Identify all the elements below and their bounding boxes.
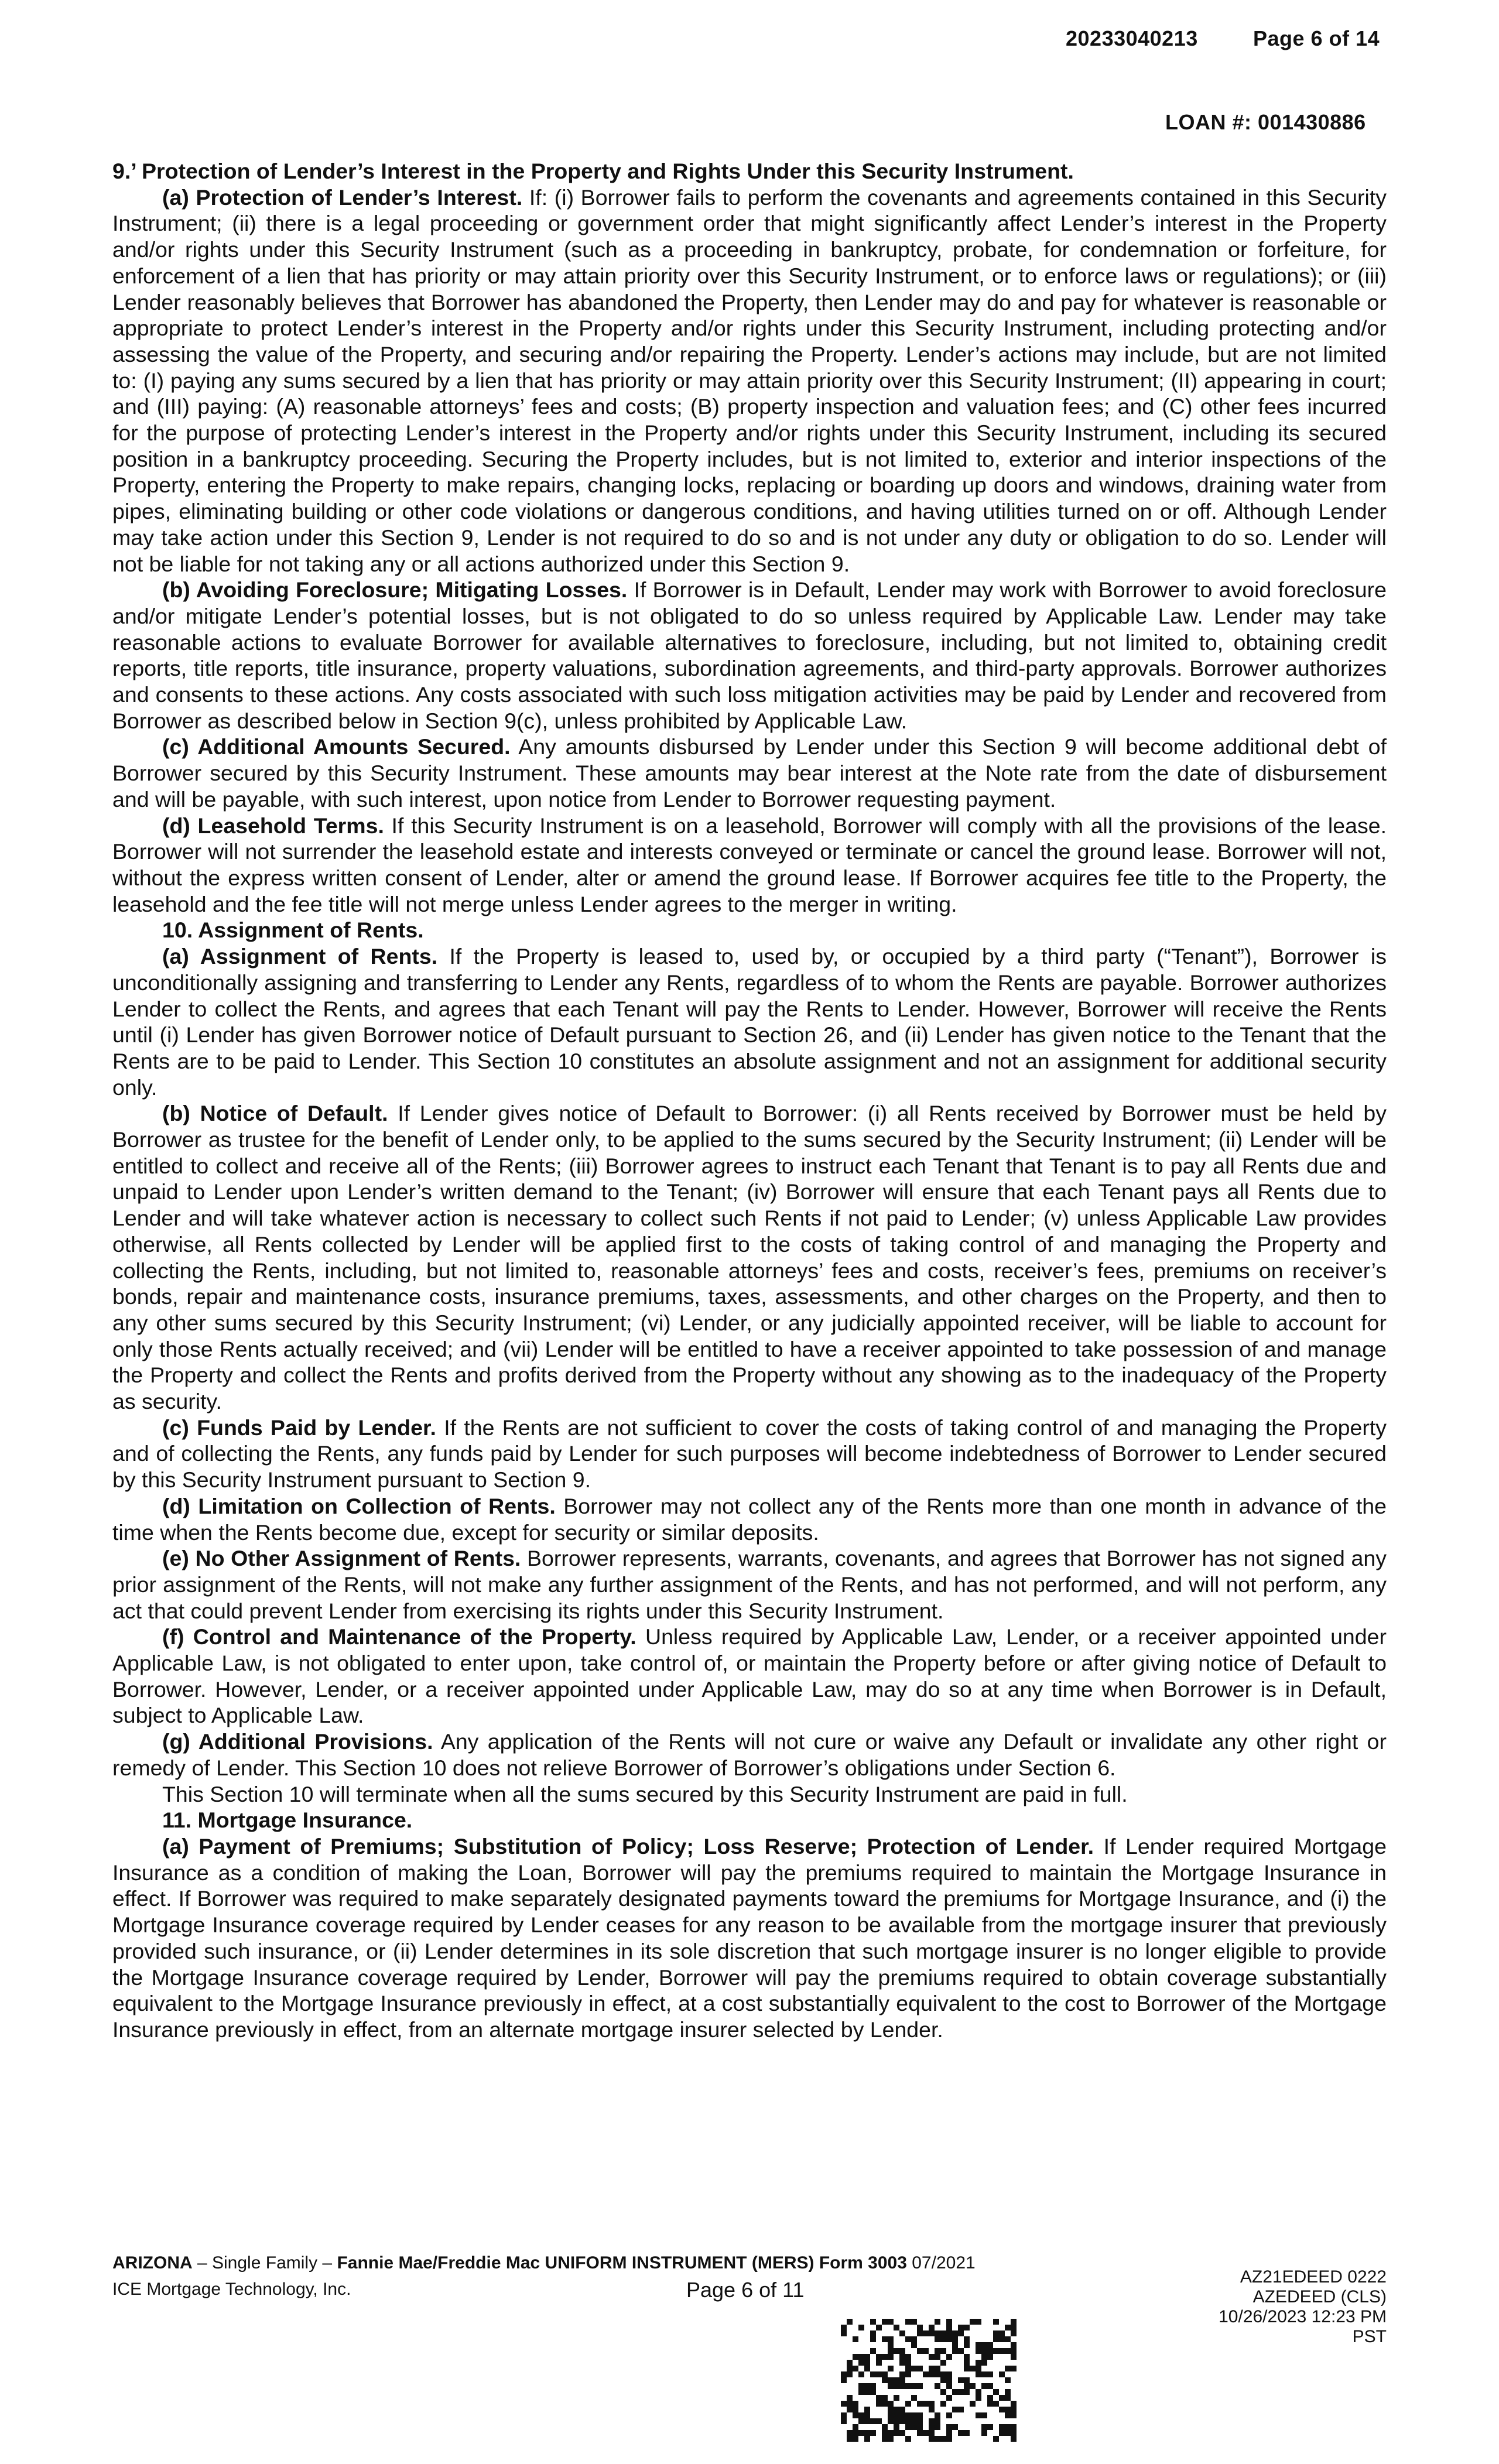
section-10g	[112, 1729, 1387, 1781]
footer-state: ARIZONA	[112, 2253, 193, 2273]
section-heading: 11. Mortgage Insurance.	[162, 1808, 413, 1833]
section-heading: (b) Notice of Default.	[162, 1101, 388, 1126]
section-text: If the Rents are not sufficient to cover the costs of taking control of and managing the Property and of collecting the Rents, any funds paid by Lender for such purposes will become indebtedness of Borrower to Lender secured by this Security Instrument pursuant to Section 9.	[112, 1415, 1387, 1493]
section-text: If Lender gives notice of Default to Borrower: (i) all Rents received by Borrower must be held by Borrower as trustee for the benefit of Lender only, to be applied to the sums secured by the Security Instrument; (ii) Lender will be entitled to collect and receive all of the Rents; (iii) Borrower agrees to instruct each Tenant that Tenant is to pay all Rents due and unpaid to Lender upon Lender’s written demand to the Tenant; (iv) Borrower will ensure that each Tenant pays all Rents due to Lender and will take whatever action is necessary to collect such Rents if not paid to Lender; (v) unless Applicable Law provides otherwise, all Rents collected by Lender will be applied first to the costs of taking control of and managing the Property and collecting the Rents, including, but not limited to, reasonable attorneys’ fees and costs, receiver’s fees, premiums on receiver’s bonds, repair and maintenance costs, insurance premiums, taxes, assessments, and other charges on the Property, and then to any other sums secured by this Security Instrument; (vi) Lender, or any judicially appointed receiver, will be liable to account for only those Rents actually received; and (vii) Lender will be entitled to have a receiver appointed to take possession of and manage the Property and collect the Rents and profits derived from the Property without any showing as to the inadequacy of the Property as security.	[112, 1101, 1387, 1414]
section-heading: 10. Assignment of Rents.	[162, 918, 424, 943]
section-10-termination	[112, 1781, 1387, 1808]
section-text: Any application of the Rents will not cure or waive any Default or invalidate any other right or remedy of Lender. This Section 10 does not relieve Borrower of Borrower’s obligations under Section 6.	[112, 1729, 1387, 1780]
section-text: If Borrower is in Default, Lender may work with Borrower to avoid foreclosure and/or mitigate Lender’s potential losses, but is not obligated to do so unless required by Applicable Law. Lender may take reasonable actions to evaluate Borrower for available alternatives to foreclosure, including, but not limited to, obtaining credit reports, title reports, title insurance, property valuations, subordination agreements, and third-party approvals. Borrower authorizes and consents to these actions. Any costs associated with such loss mitigation activities may be paid by Lender and recovered from Borrower as described below in Section 9(c), unless prohibited by Applicable Law.	[112, 577, 1387, 733]
footer-form-date: 07/2021	[906, 2253, 976, 2273]
footer-datetime: 10/26/2023 12:23 PM PST	[1219, 2307, 1387, 2346]
section-10e	[112, 1545, 1387, 1624]
section-9b	[112, 577, 1387, 734]
section-9c	[112, 734, 1387, 812]
recording-number: 20233040213	[1066, 26, 1198, 50]
section-heading: (f) Control and Maintenance of the Property.	[162, 1624, 636, 1649]
footer-form-bold: Fannie Mae/Freddie Mac UNIFORM INSTRUMENT (MERS) Form 3003	[337, 2253, 907, 2273]
section-text: If: (i) Borrower fails to perform the covenants and agreements contained in this Security Instrument; (ii) there is a legal proceeding or government order that might significantly affect Lender’s interest in the Property and/or rights under this Security Instrument (such as a proceeding in bankruptcy, probate, for condemnation or forfeiture, for enforcement of a lien that has priority or may attain priority over this Security Instrument, or to enforce laws or regulations); or (iii) Lender reasonably believes that Borrower has abandoned the Property, then Lender may do and pay for whatever is reasonable or appropriate to protect Lender’s interest in the Property and/or rights under this Security Instrument, including protecting and/or assessing the value of the Property, and securing and/or repairing the Property. Lender’s actions may include, but are not limited to: (I) paying any sums secured by a lien that has priority or may attain priority over this Security Instrument; (II) appearing in court; and (III) paying: (A) reasonable attorneys’ fees and costs; (B) property inspection and valuation fees; and (C) other fees incurred for the purpose of protecting Lender’s interest in the Property and/or rights under this Security Instrument, including its secured position in a bankruptcy proceeding. Securing the Property includes, but is not limited to, exterior and interior inspections of the Property, entering the Property to make repairs, changing locks, replacing or boarding up doors and windows, draining water from pipes, eliminating building or other code violations or dangerous conditions, and having utilities turned on or off. Although Lender may take action under this Section 9, Lender is not required to do so and is not under any duty or obligation to do so. Lender will not be liable for not taking any or all actions authorized under this Section 9.	[112, 184, 1387, 576]
recorded-page-label: Page 6 of 14	[1253, 26, 1380, 50]
section-heading: (a) Assignment of Rents.	[162, 944, 438, 969]
loan-number: LOAN #: 001430886	[1165, 110, 1366, 134]
section-heading: (d) Limitation on Collection of Rents.	[162, 1493, 556, 1518]
section-text: Any amounts disbursed by Lender under this Section 9 will become additional debt of Borrower secured by this Security Instrument. These amounts may bear interest at the Note rate from the date of disbursement and will be payable, with such interest, upon notice from Lender to Borrower requesting payment.	[112, 734, 1387, 812]
footer-code-1: AZ21EDEED 0222	[1240, 2267, 1387, 2287]
section-heading: (g) Additional Provisions.	[162, 1729, 433, 1754]
footer-code-2: AZEDEED (CLS)	[1252, 2287, 1387, 2306]
section-text: If Lender required Mortgage Insurance as a condition of making the Loan, Borrower will pay the premiums required to maintain the Mortgage Insurance in effect. If Borrower was required to make separately designated payments toward the premiums for Mortgage Insurance, and (i) the Mortgage Insurance coverage required by Lender ceases for any reason to be available from the mortgage insurer that previously provided such insurance, or (ii) Lender determines in its sole discretion that such mortgage insurer is no longer eligible to provide the Mortgage Insurance coverage required by Lender, Borrower will pay the premiums required to obtain coverage substantially equivalent to the Mortgage Insurance previously in effect, at a cost substantially equivalent to the cost to Borrower of the Mortgage Insurance previously in effect, from an alternate mortgage insurer selected by Lender.	[112, 1834, 1387, 2042]
section-9a	[112, 184, 1387, 577]
section-heading: 9.’ Protection of Lender’s Interest in the Property and Rights Under this Security Instrument.	[112, 159, 1074, 183]
section-text: If the Property is leased to, used by, or occupied by a third party (“Tenant”), Borrower is unconditionally assigning and transferring to Lender any Rents, regardless of to whom the Rents are payable. Borrower authorizes Lender to collect the Rents, and agrees that each Tenant will pay the Rents to Lender. However, Borrower will receive the Rents until (i) Lender has given Borrower notice of Default pursuant to Section 26, and (ii) Lender has given notice to the Tenant that the Rents are to be paid to Lender. This Section 10 constitutes an absolute assignment and not an assignment for additional security only.	[112, 944, 1387, 1100]
section-10d	[112, 1493, 1387, 1545]
section-text: If this Security Instrument is on a leasehold, Borrower will comply with all the provisions of the lease. Borrower will not surrender the leasehold estate and interests conveyed or terminate or cancel the ground lease. Borrower will not, without the express written consent of Lender, alter or amend the ground lease. If Borrower acquires fee title to the Property, the leasehold and the fee title will not merge unless Lender agrees to the merger in writing.	[112, 813, 1387, 916]
section-heading: (b) Avoiding Foreclosure; Mitigating Losses.	[162, 577, 628, 603]
section-text: Borrower may not collect any of the Rents more than one month in advance of the time when the Rents become due, except for security or similar deposits.	[112, 1493, 1387, 1545]
footer-form-plain: – Single Family –	[192, 2253, 337, 2273]
section-9d	[112, 813, 1387, 918]
section-10c	[112, 1415, 1387, 1493]
barcode-icon	[841, 2319, 1017, 2445]
section-heading: (d) Leasehold Terms.	[162, 813, 384, 838]
section-10a	[112, 943, 1387, 1100]
section-10-title	[112, 917, 1387, 943]
section-10f	[112, 1624, 1387, 1729]
section-11a	[112, 1833, 1387, 2043]
section-text: Borrower represents, warrants, covenants, and agrees that Borrower has not signed any prior assignment of the Rents, will not make any further assignment of the Rents, and has not performed, and will not perform, any act that could prevent Lender from exercising its rights under this Security Instrument.	[112, 1546, 1387, 1623]
section-11-title	[112, 1807, 1387, 1833]
section-text: This Section 10 will terminate when all the sums secured by this Security Instrument are paid in full.	[162, 1781, 1128, 1806]
section-heading: (a) Payment of Premiums; Substitution of Policy; Loss Reserve; Protection of Lender.	[162, 1834, 1094, 1859]
section-text: Unless required by Applicable Law, Lender, or a receiver appointed under Applicable Law, is not obligated to enter upon, take control of, or maintain the Property before or after giving notice of Default to Borrower. However, Lender, or a receiver appointed under Applicable Law, may do so at any time when Borrower is in Default, subject to Applicable Law.	[112, 1624, 1387, 1728]
footer-company: ICE Mortgage Technology, Inc.	[112, 2280, 351, 2299]
footer-form-line	[112, 2253, 976, 2273]
section-9-title	[112, 158, 1387, 184]
section-heading: (c) Additional Amounts Secured.	[162, 734, 511, 759]
section-heading: (e) No Other Assignment of Rents.	[162, 1546, 521, 1571]
footer-codes	[1200, 2267, 1387, 2347]
section-heading: (c) Funds Paid by Lender.	[162, 1415, 436, 1440]
section-heading: (a) Protection of Lender’s Interest.	[162, 184, 523, 210]
section-10b	[112, 1100, 1387, 1414]
footer-page-number: Page 6 of 11	[686, 2278, 805, 2302]
document-body	[112, 158, 1387, 2043]
